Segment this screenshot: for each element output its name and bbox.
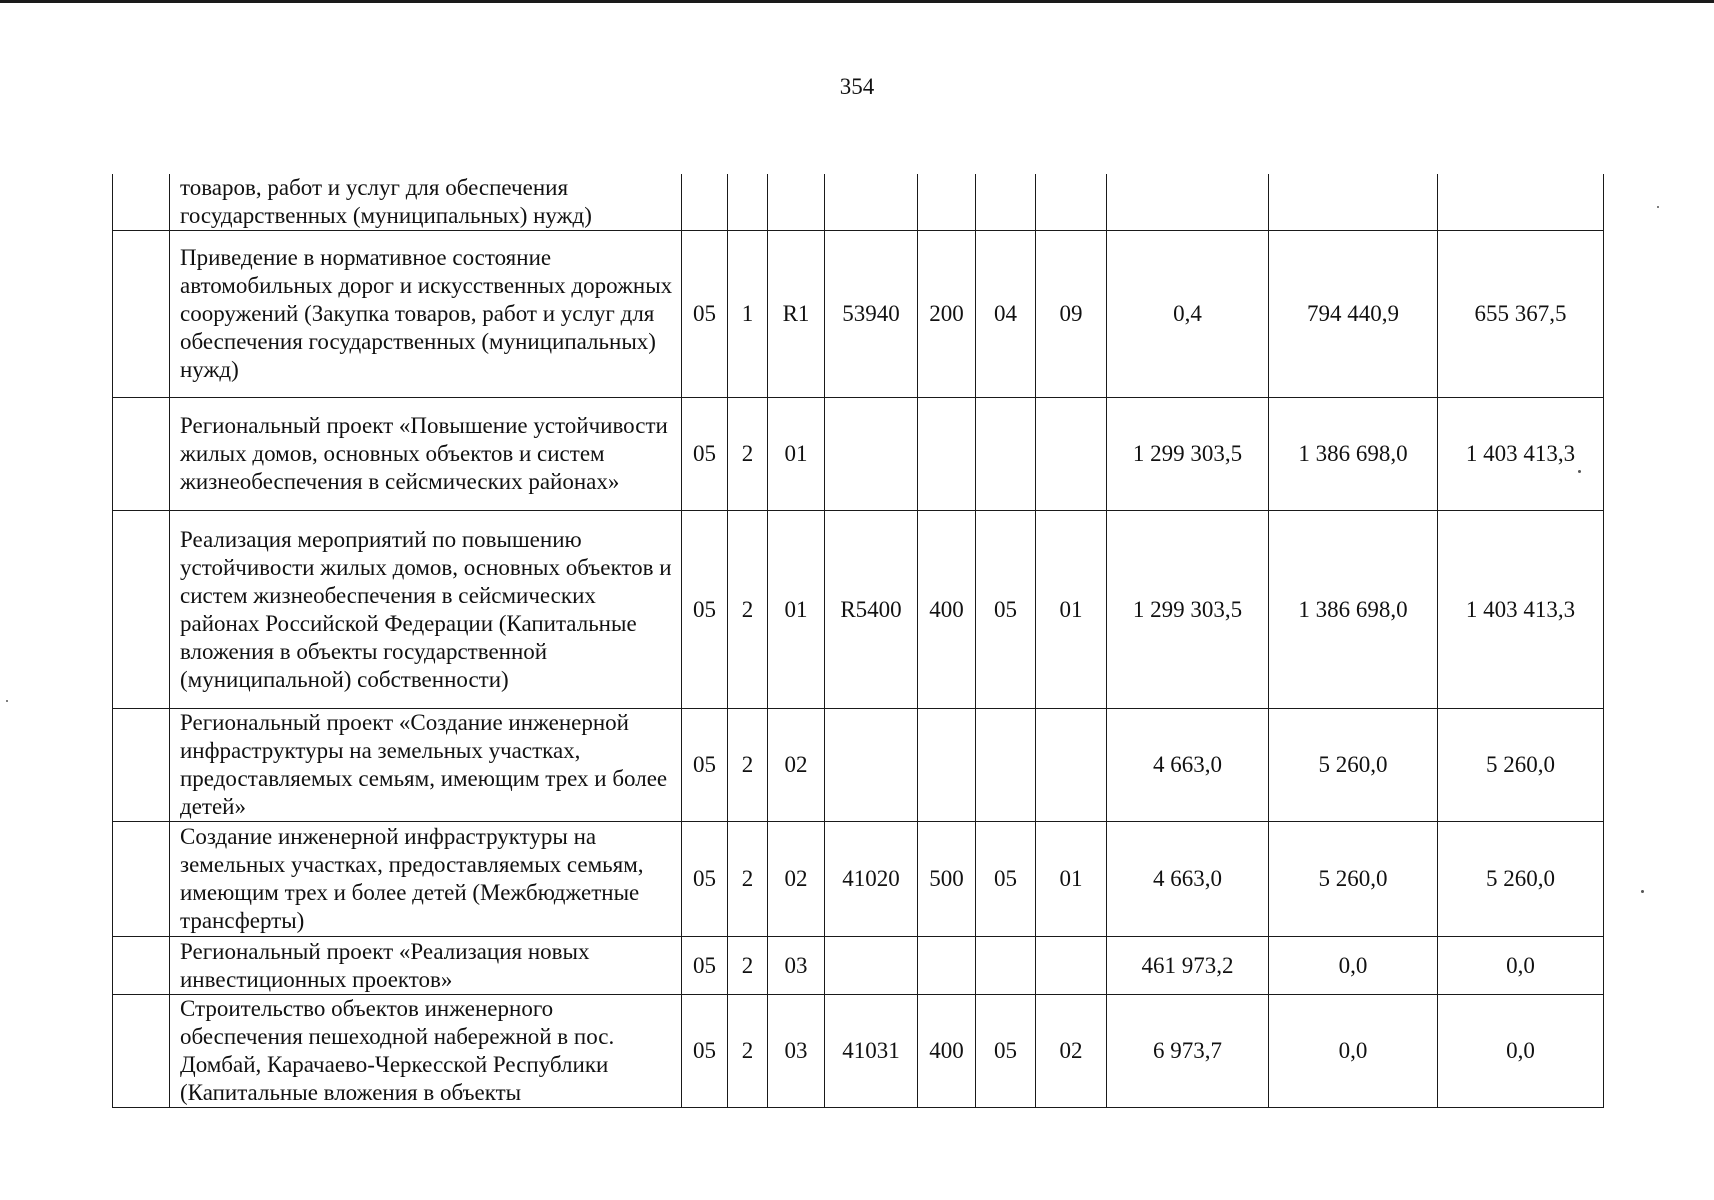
cell-c4 xyxy=(825,398,918,511)
cell-c4: 53940 xyxy=(825,231,918,398)
cell-v1: 1 299 303,5 xyxy=(1107,398,1269,511)
table-body xyxy=(113,174,1604,1108)
cell-v2: 794 440,9 xyxy=(1269,231,1438,398)
cell-c5 xyxy=(918,398,976,511)
cell-c5 xyxy=(918,709,976,822)
cell-c2: 2 xyxy=(728,398,768,511)
row-description: Строительство объектов инженерного обеспечения пешеходной набережной в пос. Домбай, Карачаево-Черкесской Республики (Капитальные вложения в объекты xyxy=(170,995,682,1108)
cell-c6 xyxy=(976,398,1036,511)
table-row xyxy=(113,709,1604,822)
cell-v2 xyxy=(1269,174,1438,231)
cell-v3: 0,0 xyxy=(1438,995,1604,1108)
scan-speck xyxy=(6,700,8,702)
cell-c4 xyxy=(825,174,918,231)
cell-v3: 5 260,0 xyxy=(1438,709,1604,822)
cell-c1: 05 xyxy=(682,995,728,1108)
cell-c1: 05 xyxy=(682,822,728,937)
row-description: Региональный проект «Повышение устойчивости жилых домов, основных объектов и систем жизнеобеспечения в сейсмических районах» xyxy=(170,398,682,511)
cell-v3 xyxy=(1438,174,1604,231)
row-description: Реализация мероприятий по повышению устойчивости жилых домов, основных объектов и систем жизнеобеспечения в сейсмических районах Российской Федерации (Капитальные вложения в объекты государственной (муниципальной) собственности) xyxy=(170,511,682,709)
cell-c7 xyxy=(1036,174,1107,231)
cell-c4: 41020 xyxy=(825,822,918,937)
cell-c5: 400 xyxy=(918,511,976,709)
cell-c5 xyxy=(918,937,976,995)
cell-v2: 1 386 698,0 xyxy=(1269,398,1438,511)
cell-v2: 5 260,0 xyxy=(1269,822,1438,937)
row-number-cell xyxy=(113,398,170,511)
scan-speck xyxy=(1578,470,1581,473)
cell-c5: 500 xyxy=(918,822,976,937)
cell-c2: 2 xyxy=(728,937,768,995)
cell-v1: 4 663,0 xyxy=(1107,709,1269,822)
cell-c4: R5400 xyxy=(825,511,918,709)
cell-c6: 04 xyxy=(976,231,1036,398)
cell-v1: 461 973,2 xyxy=(1107,937,1269,995)
cell-v1: 6 973,7 xyxy=(1107,995,1269,1108)
cell-v1: 0,4 xyxy=(1107,231,1269,398)
cell-c5 xyxy=(918,174,976,231)
cell-c4: 41031 xyxy=(825,995,918,1108)
cell-c7 xyxy=(1036,709,1107,822)
cell-c5: 400 xyxy=(918,995,976,1108)
cell-c1: 05 xyxy=(682,231,728,398)
cell-c3: R1 xyxy=(768,231,825,398)
cell-v2: 0,0 xyxy=(1269,995,1438,1108)
cell-c2: 2 xyxy=(728,511,768,709)
cell-c1: 05 xyxy=(682,398,728,511)
row-number-cell xyxy=(113,709,170,822)
table-row xyxy=(113,174,1604,231)
cell-c7 xyxy=(1036,398,1107,511)
cell-v3: 655 367,5 xyxy=(1438,231,1604,398)
row-description: товаров, работ и услуг для обеспечения государственных (муниципальных) нужд) xyxy=(170,174,682,231)
cell-c7: 02 xyxy=(1036,995,1107,1108)
cell-c6: 05 xyxy=(976,822,1036,937)
table-row xyxy=(113,511,1604,709)
cell-c2 xyxy=(728,174,768,231)
cell-v3: 1 403 413,3 xyxy=(1438,511,1604,709)
scan-speck xyxy=(1657,206,1659,208)
cell-v3: 1 403 413,3 xyxy=(1438,398,1604,511)
cell-c7: 01 xyxy=(1036,511,1107,709)
cell-c1: 05 xyxy=(682,709,728,822)
cell-c3 xyxy=(768,174,825,231)
table-row xyxy=(113,398,1604,511)
row-number-cell xyxy=(113,174,170,231)
cell-v1: 4 663,0 xyxy=(1107,822,1269,937)
cell-c4 xyxy=(825,937,918,995)
cell-c1: 05 xyxy=(682,511,728,709)
scan-speck xyxy=(1641,890,1644,893)
row-number-cell xyxy=(113,511,170,709)
table-row xyxy=(113,995,1604,1108)
cell-c2: 1 xyxy=(728,231,768,398)
row-description: Региональный проект «Создание инженерной инфраструктуры на земельных участках, предоставляемых семьям, имеющим трех и более детей» xyxy=(170,709,682,822)
cell-c3: 01 xyxy=(768,398,825,511)
row-description: Региональный проект «Реализация новых инвестиционных проектов» xyxy=(170,937,682,995)
cell-c7 xyxy=(1036,937,1107,995)
cell-c3: 01 xyxy=(768,511,825,709)
cell-v1: 1 299 303,5 xyxy=(1107,511,1269,709)
cell-c2: 2 xyxy=(728,709,768,822)
cell-c6 xyxy=(976,709,1036,822)
page-top-border xyxy=(0,0,1714,3)
budget-table xyxy=(112,174,1604,1108)
cell-v2: 1 386 698,0 xyxy=(1269,511,1438,709)
cell-c5: 200 xyxy=(918,231,976,398)
cell-c2: 2 xyxy=(728,822,768,937)
cell-c1: 05 xyxy=(682,937,728,995)
table-row xyxy=(113,937,1604,995)
cell-c7: 09 xyxy=(1036,231,1107,398)
row-number-cell xyxy=(113,231,170,398)
cell-c6: 05 xyxy=(976,511,1036,709)
row-description: Приведение в нормативное состояние автомобильных дорог и искусственных дорожных сооружений (Закупка товаров, работ и услуг для обеспечения государственных (муниципальных) нужд) xyxy=(170,231,682,398)
cell-v3: 0,0 xyxy=(1438,937,1604,995)
cell-c3: 02 xyxy=(768,822,825,937)
row-number-cell xyxy=(113,937,170,995)
cell-c6 xyxy=(976,937,1036,995)
cell-c6: 05 xyxy=(976,995,1036,1108)
cell-c3: 03 xyxy=(768,995,825,1108)
row-number-cell xyxy=(113,995,170,1108)
cell-c3: 03 xyxy=(768,937,825,995)
cell-c4 xyxy=(825,709,918,822)
table-row xyxy=(113,822,1604,937)
cell-c3: 02 xyxy=(768,709,825,822)
cell-v2: 5 260,0 xyxy=(1269,709,1438,822)
cell-v3: 5 260,0 xyxy=(1438,822,1604,937)
cell-c7: 01 xyxy=(1036,822,1107,937)
cell-v2: 0,0 xyxy=(1269,937,1438,995)
cell-c1 xyxy=(682,174,728,231)
cell-v1 xyxy=(1107,174,1269,231)
page-number: 354 xyxy=(839,74,875,99)
cell-c2: 2 xyxy=(728,995,768,1108)
row-number-cell xyxy=(113,822,170,937)
table-row xyxy=(113,231,1604,398)
cell-c6 xyxy=(976,174,1036,231)
row-description: Создание инженерной инфраструктуры на земельных участках, предоставляемых семьям, имеющим трех и более детей (Межбюджетные трансферты) xyxy=(170,822,682,937)
